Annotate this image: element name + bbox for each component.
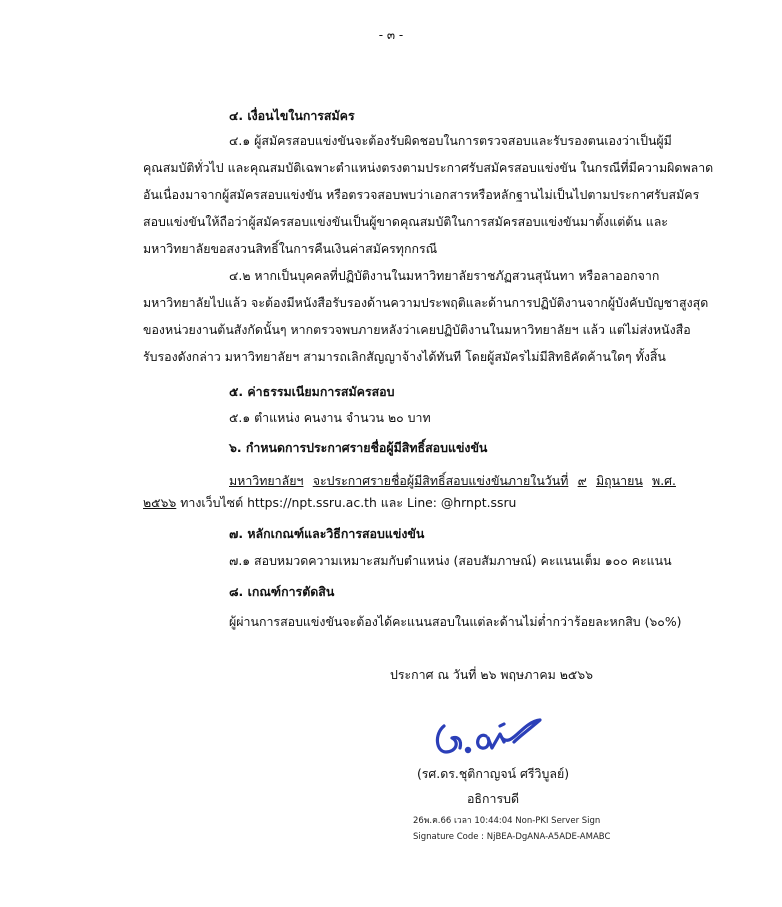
para-7-1: ๗.๑ สอบหมวดความเหมาะสมกับตำแหน่ง (สอบสัมภาษณ์) คะแนนเต็ม ๑๐๐ คะแนน bbox=[229, 553, 672, 568]
para-4-1-line: มหาวิทยาลัยขอสงวนสิทธิ์ในการคืนเงินค่าสมัครทุกกรณี bbox=[143, 241, 438, 256]
para-4-1-line: อันเนื่องมาจากผู้สมัครสอบแข่งขัน หรือตรวจสอบพบว่าเอกสารหรือหลักฐานไม่เป็นไปตามประกาศรับสมัคร bbox=[143, 187, 700, 202]
signer-name: (รศ.ดร.ชุติกาญจน์ ศรีวิบูลย์) bbox=[416, 766, 570, 781]
para-4-2-line: มหาวิทยาลัยไปแล้ว จะต้องมีหนังสือรับรองด้านความประพฤติและด้านการปฏิบัติงานจากผู้บังคับบัญชาสูงสุด bbox=[143, 295, 709, 310]
para-4-1-line: ๔.๑ ผู้สมัครสอบแข่งขันจะต้องรับผิดชอบในการตรวจสอบและรับรองตนเองว่าเป็นผู้มี bbox=[229, 133, 672, 148]
handwritten-signature bbox=[430, 712, 565, 760]
section-4-heading: ๔. เงื่อนไขในการสมัคร bbox=[229, 108, 355, 123]
para-4-2-line: ๔.๒ หากเป็นบุคคลที่ปฏิบัติงานในมหาวิทยาลัยราชภัฏสวนสุนันทา หรือลาออกจาก bbox=[229, 268, 660, 283]
year-underlined: ๒๕๖๖ bbox=[143, 495, 177, 510]
para-4-2-line: ของหน่วยงานต้นสังกัดนั้นๆ หากตรวจพบภายหลังว่าเคยปฏิบัติงานในมหาวิทยาลัยฯ แล้ว แต่ไม่ส่งหนังสือ bbox=[143, 322, 691, 337]
signer-title: อธิการบดี bbox=[466, 791, 520, 806]
para-4-1-line: สอบแข่งขันให้ถือว่าผู้สมัครสอบแข่งขันเป็นผู้ขาดคุณสมบัติในการสมัครสอบแข่งขันมาตั้งแต่ต้น และ bbox=[143, 214, 668, 229]
page-number: - ๓ - bbox=[378, 28, 404, 42]
para-6-line-2 bbox=[143, 495, 516, 511]
website-line-text: ทางเว็บไซต์ https://npt.ssru.ac.th และ Line: @hrnpt.ssru bbox=[176, 495, 517, 510]
signature-code: Signature Code : NjBEA-DgANA-A5ADE-AMABC bbox=[413, 832, 611, 842]
section-7-heading: ๗. หลักเกณฑ์และวิธีการสอบแข่งขัน bbox=[229, 526, 425, 541]
section-8-heading: ๘. เกณฑ์การตัดสิน bbox=[229, 584, 335, 599]
para-6-line-1 bbox=[229, 473, 676, 489]
para-8: ผู้ผ่านการสอบแข่งขันจะต้องได้คะแนนสอบในแต่ละด้านไม่ต่ำกว่าร้อยละหกสิบ (๖๐%) bbox=[229, 614, 682, 629]
para-6-word: พ.ศ. bbox=[652, 473, 676, 488]
para-4-1-line: คุณสมบัติทั่วไป และคุณสมบัติเฉพาะตำแหน่งตรงตามประกาศรับสมัครสอบแข่งขัน ในกรณีที่มีความผิดพลาด bbox=[143, 160, 714, 175]
signature-ink bbox=[437, 720, 540, 752]
para-5-1: ๕.๑ ตำแหน่ง คนงาน จำนวน ๒๐ บาท bbox=[229, 410, 431, 425]
para-6-word: จะประกาศรายชื่อผู้มีสิทธิ์สอบแข่งขันภายในวันที่ bbox=[312, 473, 569, 488]
para-4-2-line: รับรองดังกล่าว มหาวิทยาลัยฯ สามารถเลิกสัญญาจ้างได้ทันที โดยผู้สมัครไม่มีสิทธิคัดค้านใดๆ ทั้งสิ้น bbox=[143, 349, 666, 364]
section-5-heading: ๕. ค่าธรรมเนียมการสมัครสอบ bbox=[229, 384, 395, 399]
signature-timestamp: 26พ.ค.66 เวลา 10:44:04 Non-PKI Server Sign bbox=[413, 816, 601, 826]
section-6-heading: ๖. กำหนดการประกาศรายชื่อผู้มีสิทธิ์สอบแข่งขัน bbox=[229, 440, 488, 455]
para-6-word: มิถุนายน bbox=[595, 473, 643, 488]
announcement-date: ประกาศ ณ วันที่ ๒๖ พฤษภาคม ๒๕๖๖ bbox=[390, 667, 594, 682]
para-6-word: มหาวิทยาลัยฯ bbox=[229, 473, 304, 488]
para-6-word: ๙ bbox=[577, 473, 587, 488]
